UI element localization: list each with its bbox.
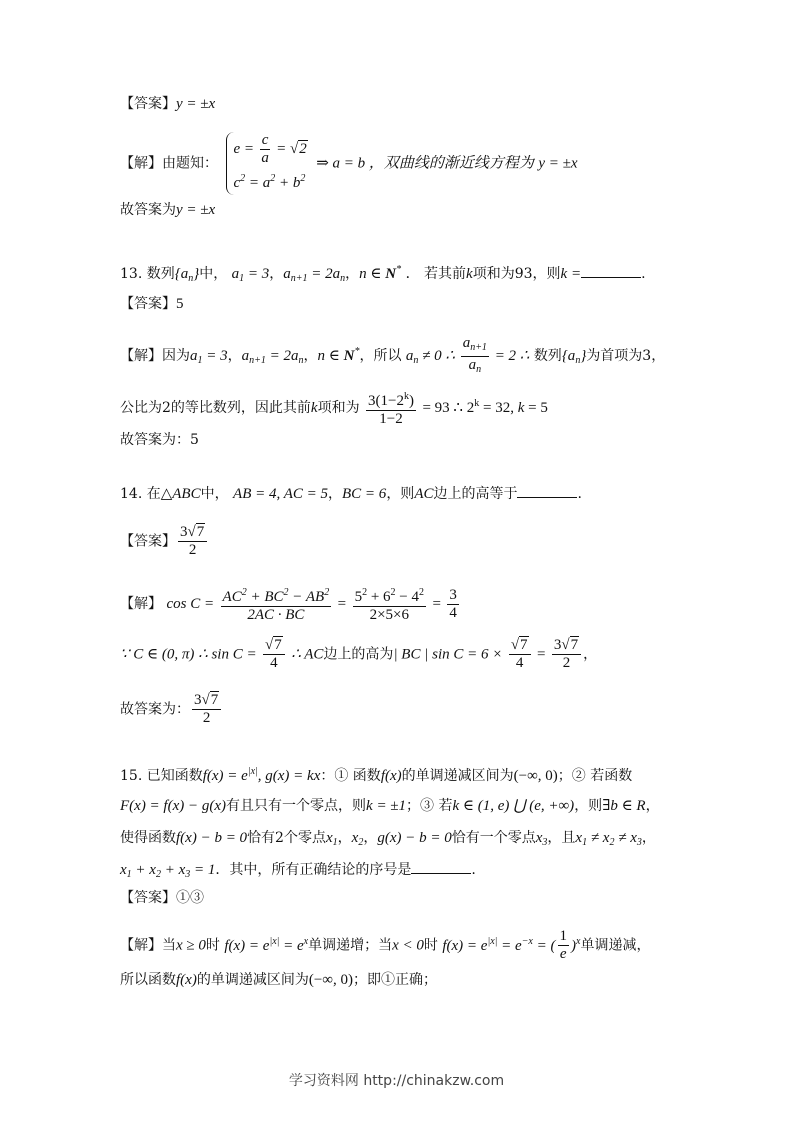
q15-stem-1: 15. 已知函数$f(x) = e^{|x|}$, g(x) = kx：① 函数f(x)的单调递减区间为(−∞, 0)；② 若函数 [120, 766, 633, 784]
q15-solution-1: 【解】当x ≥ 0时 $f(x) = e^{|x|} = e^x$单调递增；当x < 0时 $f(x) = e^{|x|} = e^{-x}$ = ( $\frac{1}{e}$ )$^x$单调递减， [120, 928, 651, 962]
q13-conclusion: 故答案为：5 [120, 432, 199, 448]
q14-solution-1: 【解】 cos C = $\frac{AC^2 + BC^2 - AB^2}{2AC \cdot BC}$ = $\frac{5^2 + 6^2 - 4^2}{2\times 5\times 6}$ = $\frac{3}{4}$ [120, 584, 461, 624]
q12-answer-line: 【答案】y = ±x [120, 96, 216, 112]
q15-stem-3: 使得函数f(x) − b = 0恰有2个零点$x_1$，$x_2$，g(x) − b = 0恰有一个零点$x_3$，且$x_1 \ne x_2 \ne x_3$， [120, 830, 656, 848]
q15-answer-line: 【答案】①③ [120, 890, 204, 906]
q14-conclusion: 故答案为： $\frac{3√7}{2}$ [120, 692, 223, 727]
q14-stem: 14. 在△ABC中， AB = 4, AC = 5，BC = 6，则AC边上的高等于 . [120, 486, 582, 502]
q12-conclusion: 故答案为y = ±x [120, 202, 216, 218]
q13-solution-1: 【解】因为$a_1 = 3$，$a_{n+1} = 2a_n$，n ∈ N*，所以 $a_n \ne 0$ ∴ $\frac{a_{n+1}}{a_n}$ = 2 ∴ 数列$\{a_n\}$为首项为3， [120, 335, 666, 375]
q15-stem-2: F(x) = f(x) − g(x)有且只有一个零点，则k = ±1；③ 若k ∈ (1, e) ⋃ (e, +∞)，则∃b ∈ R， [120, 798, 660, 814]
footer-watermark: 学习资料网 http://chinakzw.com [288, 1073, 505, 1089]
q13-answer-line: 【答案】5 [120, 296, 184, 312]
q13-stem: 13. 数列$\{a_n\}$中， $a_1 = 3$，$a_{n+1} = 2a_n$，n ∈ N* ． 若其前k项和为93，则k = . [120, 264, 646, 284]
q15-solution-2: 所以函数f(x)的单调递减区间为(−∞, 0)；即①正确； [120, 972, 437, 988]
q14-answer-line: 【答案】 $\frac{3√7}{2}$ [120, 524, 209, 559]
q14-solution-2: ∵ C ∈ (0, π) ∴ sin C = $\frac{√7}{4}$ ∴ AC边上的高为| BC | sin C = 6 × $\frac{√7}{4}$ = $\frac{3√7}{2}$ ， [120, 637, 598, 671]
q13-solution-2: 公比为2的等比数列，因此其前k项和为 $\frac{3(1-2^k)}{1-2}$ = 93 ∴ $2^k = 32$, k = 5 [120, 388, 548, 428]
q12-solution-line: 【解】由题知： e = $\frac{c}{a}$ = √2 $c^2 = a^2 + b^2$ ⇒ a = b ，双曲线的渐近线方程为 y = ±x [120, 132, 578, 195]
q15-stem-4: $x_1 + x_2 + x_3 = 1$．其中，所有正确结论的序号是 . [120, 862, 476, 880]
